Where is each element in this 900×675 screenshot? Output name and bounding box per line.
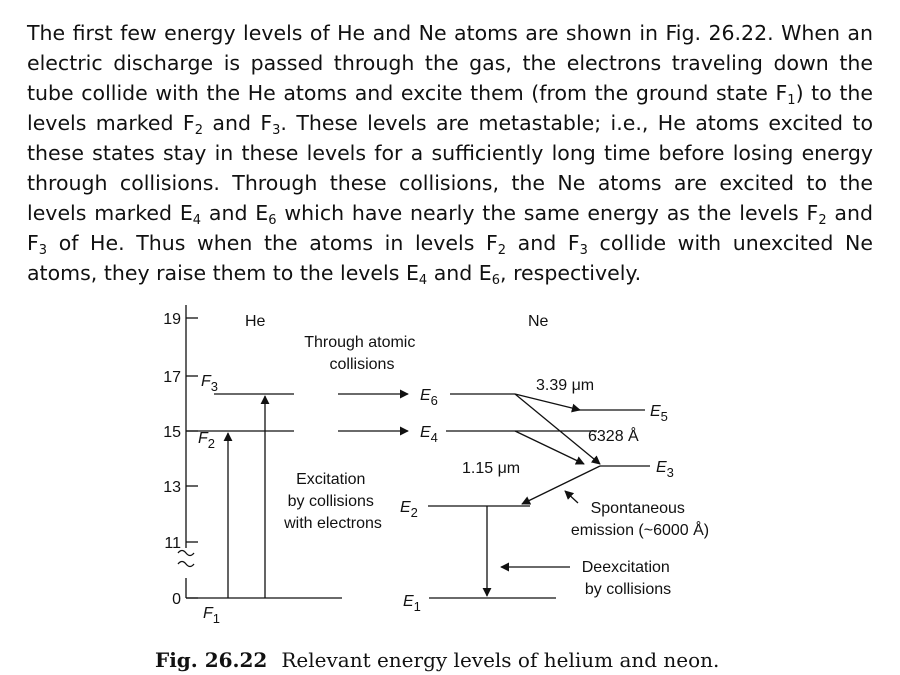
paragraph-subscript: 2 — [194, 123, 203, 138]
label-e6: $E_6$ — [420, 387, 438, 408]
wavelength-6328: 6328 Å — [588, 428, 639, 445]
paragraph-subscript: 6 — [491, 273, 501, 288]
he-column-label: He — [245, 313, 266, 330]
deexcitation-label: Deexcitation by collisions — [581, 559, 672, 598]
label-e1: $E_1$ — [403, 593, 421, 614]
label-e2: $E_2$ — [400, 499, 418, 520]
wavelength-339um: 3.39 μm — [536, 377, 595, 394]
transition-115um — [515, 431, 584, 464]
paragraph-text: , respectively. — [500, 261, 642, 285]
paragraph-text: collide with unexcited Ne atoms, they raise them to the levels E — [27, 231, 873, 285]
paragraph-subscript: 2 — [818, 213, 827, 228]
caption-text: Relevant energy levels of helium and neon. — [281, 648, 720, 672]
tick-label-15: 15 — [163, 424, 181, 441]
tick-label-13: 13 — [163, 479, 181, 496]
through-collisions-label: Through atomic collisions — [304, 334, 416, 373]
paragraph-subscript: 4 — [418, 273, 428, 288]
paragraph-subscript: 4 — [192, 213, 202, 228]
label-f1: $F_1$ — [203, 605, 221, 626]
ne-column-label: Ne — [528, 313, 549, 330]
figure-number: Fig. 26.22 — [155, 648, 268, 672]
paragraph-text: and F — [203, 111, 273, 135]
paragraph-subscript: 3 — [579, 243, 588, 258]
paragraph-text: and F — [27, 201, 873, 255]
axis-break-mark-2 — [178, 562, 194, 567]
label-e4: $E_4$ — [420, 424, 438, 445]
paragraph-subscript: 3 — [38, 243, 48, 258]
paragraph-text: and E — [427, 261, 492, 285]
paragraph-subscript: 1 — [787, 93, 796, 108]
paragraph-text: and F — [506, 231, 580, 255]
paragraph-text: and E — [201, 201, 269, 225]
tick-label-17: 17 — [163, 369, 181, 386]
paragraph-subscript: 6 — [268, 213, 277, 228]
paragraph-subscript: 2 — [497, 243, 507, 258]
transition-spontaneous — [522, 466, 600, 504]
paragraph-subscript: 3 — [272, 123, 281, 138]
figure-caption — [155, 648, 719, 672]
excitation-label: Excitation by collisions with electrons — [284, 471, 382, 532]
paragraph-text: of He. Thus when the atoms in levels F — [47, 231, 498, 255]
paragraph-text: ) to the levels marked F — [27, 81, 873, 135]
wavelength-115um: 1.15 μm — [462, 460, 521, 477]
paragraph-text: . These levels are metastable; i.e., He atoms excited to these states stay in these levels for a sufficiently long time before losing energy through collisions. Through these collisions, the Ne atoms are excited to the levels marked E — [27, 111, 873, 225]
tick-label-11: 11 — [164, 535, 181, 552]
tick-label-0: 0 — [172, 591, 181, 608]
label-e3: $E_3$ — [656, 459, 674, 480]
paragraph-text: which have nearly the same energy as the levels F — [276, 201, 819, 225]
spontaneous-label: Spontaneous emission (~6000 Å) — [570, 500, 710, 539]
label-f2: $F_2$ — [198, 430, 216, 451]
tick-label-19: 19 — [163, 311, 181, 328]
label-e5: $E_5$ — [650, 403, 668, 424]
paragraph-text: The first few energy levels of He and Ne atoms are shown in Fig. 26.22. When an electric discharge is passed through the gas, the electrons traveling down the tube collide with the He atoms and excite them (from the ground state F — [27, 21, 873, 105]
spontaneous-pointer — [565, 491, 578, 503]
label-f3: $F_3$ — [201, 373, 219, 394]
